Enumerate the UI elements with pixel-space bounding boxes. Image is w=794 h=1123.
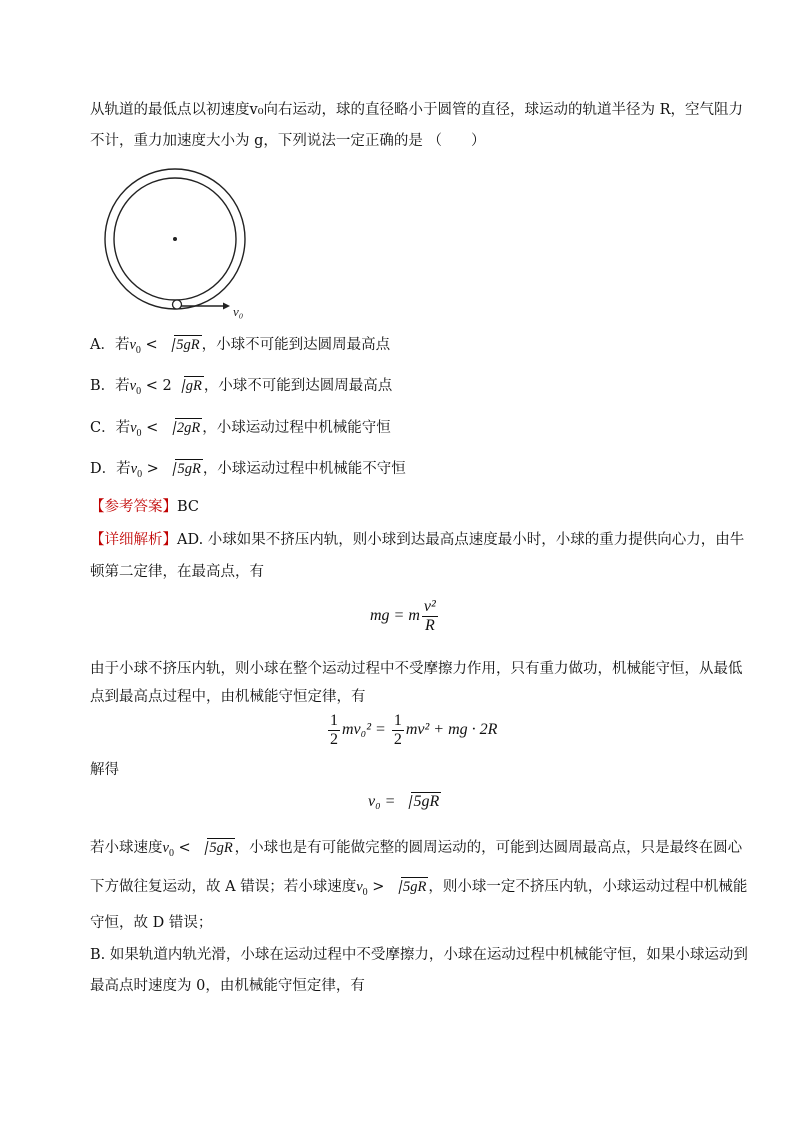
- analysis-line-10: 最高点时速度为 0，由机械能守恒定律，有: [90, 978, 365, 994]
- analysis-label: 【详细解析】: [90, 532, 177, 548]
- equation-1: mg = m $\frac{\text{v²}}{R}$: [370, 598, 436, 634]
- question-line-2: 不计，重力加速度大小为 g，下列说法一定正确的是 （ ）: [90, 133, 486, 149]
- arrow-head: [223, 303, 230, 310]
- option-c: C．若$v_0 < 2gR$ ，小球运动过程中机械能守恒: [90, 420, 391, 439]
- ball: [173, 300, 182, 309]
- answer-value: BC: [177, 499, 200, 515]
- option-a: A．若$v_0 < 5gR$ ，小球不可能到达圆周最高点: [90, 337, 391, 356]
- analysis-line-4: 点到最高点过程中，由机械能守恒定律，有: [90, 689, 366, 705]
- answer-line: [90, 497, 199, 517]
- sqrt-expr: 5gR: [163, 335, 201, 355]
- equation-2: $\frac{1}{2}$ mv₀² = $\frac{1}{2}$ mv² + mg · 2R: [330, 712, 498, 748]
- analysis-line-3: 由于小球不挤压内轨，则小球在整个运动过程中不受摩擦力作用，只有重力做功，机械能守恒，从最低: [90, 661, 743, 677]
- velocity-label: v₀: [233, 304, 244, 319]
- center-dot: [173, 237, 177, 241]
- sqrt-expr: gR: [173, 376, 204, 396]
- question-line-1: 从轨道的最低点以初速度v₀向右运动，球的直径略小于圆管的直径，球运动的轨道半径为 R，空气阻力: [90, 102, 744, 118]
- circular-track-figure: [92, 168, 262, 320]
- analysis-line-5: 解得: [90, 762, 119, 778]
- analysis-line-6: 若小球速度$v_0 < 5gR$ ，小球也是有可能做完整的圆周运动的，可能到达圆周最高点，只是最终在圆心: [90, 840, 743, 859]
- analysis-line-7: 下方做往复运动，故 A 错误；若小球速度$v_0 > 5gR$ ，则小球一定不挤压内轨，小球运动过程中机械能: [90, 879, 748, 898]
- sqrt-expr: 2gR: [164, 418, 202, 438]
- analysis-line-8: 守恒，故 D 错误；: [90, 915, 213, 931]
- analysis-line-1: 【详细解析】AD. 小球如果不挤压内轨，则小球到达最高点速度最小时，小球的重力提供向心力，由牛: [90, 532, 745, 548]
- option-d: D．若$v_0 > 5gR$ ，小球运动过程中机械能不守恒: [90, 461, 406, 480]
- analysis-line-2: 顿第二定律，在最高点，有: [90, 564, 264, 580]
- sqrt-expr: 5gR: [164, 459, 202, 479]
- answer-label: 【参考答案】: [90, 499, 177, 515]
- analysis-line-9: B. 如果轨道内轨光滑，小球在运动过程中不受摩擦力，小球在运动过程中机械能守恒，如果小球运动到: [90, 947, 748, 963]
- equation-3: v₀ = 5gR: [368, 793, 440, 810]
- option-b: B．若$v_0 < 2$ gR ，小球不可能到达圆周最高点: [90, 378, 393, 397]
